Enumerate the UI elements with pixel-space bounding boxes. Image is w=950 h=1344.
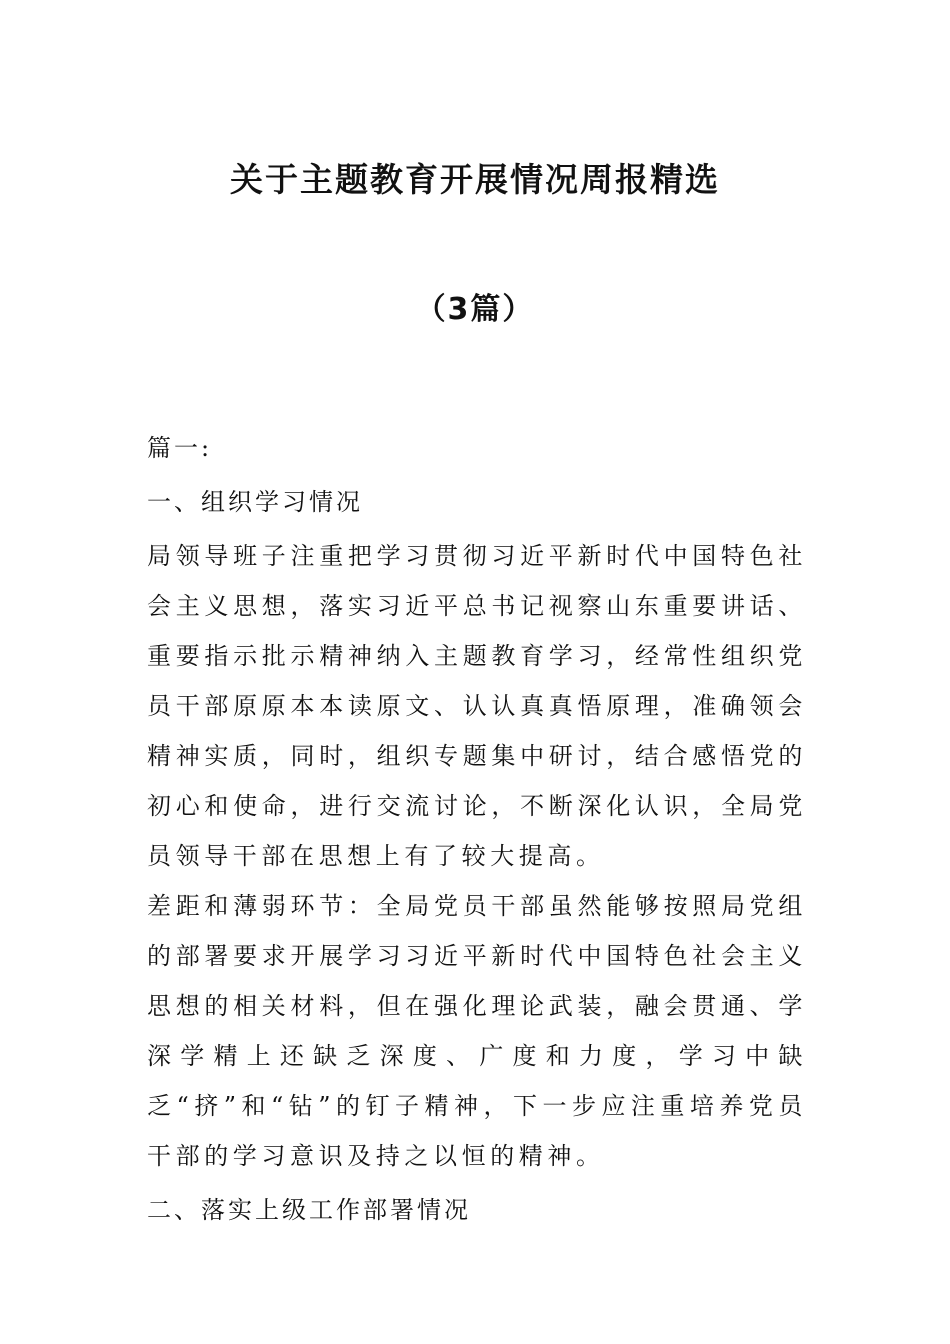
section-heading-1: 一、组织学习情况 — [147, 488, 363, 516]
section-label: 篇一: — [147, 434, 213, 462]
document-subtitle: （3篇） — [415, 292, 535, 327]
body-paragraph-1: 局领导班子注重把学习贯彻习近平新时代中国特色社会主义思想，落实习近平总书记视察山东重要讲话、重要指示批示精神纳入主题教育学习，经常性组织党员干部原原本本读原文、认认真真悟原理，准确领会精神实质，同时，组织专题集中研讨，结合感悟党的初心和使命，进行交流讨论，不断深化认识，全局党员领导干部在思想上有了较大提高。 — [147, 542, 807, 870]
document-title: 关于主题教育开展情况周报精选 — [230, 160, 720, 199]
body-paragraph-2: 差距和薄弱环节：全局党员干部虽然能够按照局党组的部署要求开展学习习近平新时代中国特色社会主义思想的相关材料，但在强化理论武装，融会贯通、学深学精上还缺乏深度、广度和力度，学习中缺乏“挤”和“钻”的钉子精神，下一步应注重培养党员干部的学习意识及持之以恒的精神。 — [147, 892, 807, 1170]
document-body — [147, 423, 807, 1235]
section-heading-2: 二、落实上级工作部署情况 — [147, 1196, 471, 1224]
